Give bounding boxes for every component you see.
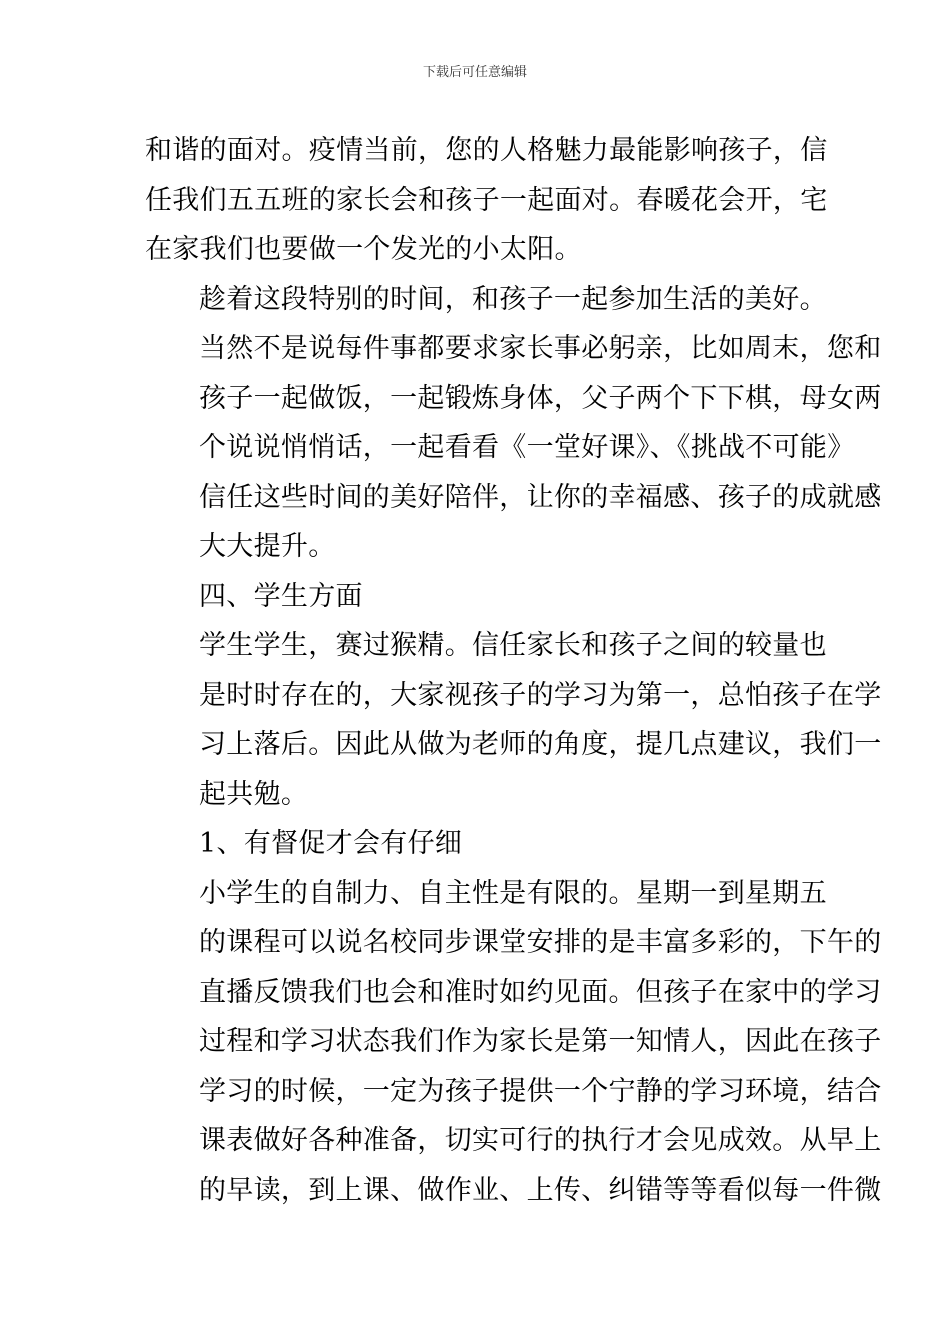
text-line: 的课程可以说名校同步课堂安排的是丰富多彩的，下午的 (199, 927, 882, 958)
paragraph (145, 819, 807, 869)
text-line: 在家我们也要做一个发光的小太阳。 (145, 234, 582, 265)
text-line: 小学生的自制力、自主性是有限的。星期一到星期五 (199, 877, 827, 909)
text-line: 信任这些时间的美好陪伴，让你的幸福感、孩子的成就感 (199, 481, 882, 513)
text-line: 习上落后。因此从做为老师的角度，提几点建议，我们一 (199, 729, 882, 760)
paragraph (145, 621, 882, 819)
text-line: 孩子一起做饭，一起锻炼身体，父子两个下下棋，母女两 (199, 382, 882, 414)
text-line: 四、学生方面 (199, 580, 363, 612)
text-line: 和谐的面对。疫情当前，您的人格魅力最能影响孩子，信 (145, 135, 828, 166)
paragraph (145, 126, 828, 275)
text-line: 大大提升。 (199, 531, 336, 562)
text-line: 1、有督促才会有仔细 (199, 828, 463, 859)
text-line: 过程和学习状态我们作为家长是第一知情人，因此在孩子 (199, 1026, 882, 1057)
text-line: 的早读，到上课、做作业、上传、纠错等等看似每一件微 (199, 1174, 882, 1206)
paragraph (145, 572, 807, 622)
text-line: 趁着这段特别的时间，和孩子一起参加生活的美好。 (199, 283, 827, 315)
text-line: 个说说悄悄话，一起看看《一堂好课》、《挑战不可能》 (199, 432, 855, 463)
document-body (145, 126, 882, 1215)
text-line: 直播反馈我们也会和准时如约见面。但孩子在家中的学习 (199, 976, 882, 1008)
paragraph (145, 869, 882, 1216)
text-line: 是时时存在的，大家视孩子的学习为第一，总怕孩子在学 (199, 679, 882, 711)
text-line: 课表做好各种准备，切实可行的执行才会见成效。从早上 (199, 1125, 882, 1156)
text-line: 学习的时候，一定为孩子提供一个宁静的学习环境，结合 (199, 1075, 882, 1107)
text-line: 学生学生，赛过猴精。信任家长和孩子之间的较量也 (199, 630, 827, 661)
text-line: 当然不是说每件事都要求家长事必躬亲，比如周末，您和 (199, 333, 882, 364)
text-line: 任我们五五班的家长会和孩子一起面对。春暖花会开，宅 (145, 184, 828, 216)
page-header: 下载后可任意编辑 (422, 65, 527, 80)
paragraph (145, 275, 882, 572)
text-line: 起共勉。 (199, 778, 309, 810)
